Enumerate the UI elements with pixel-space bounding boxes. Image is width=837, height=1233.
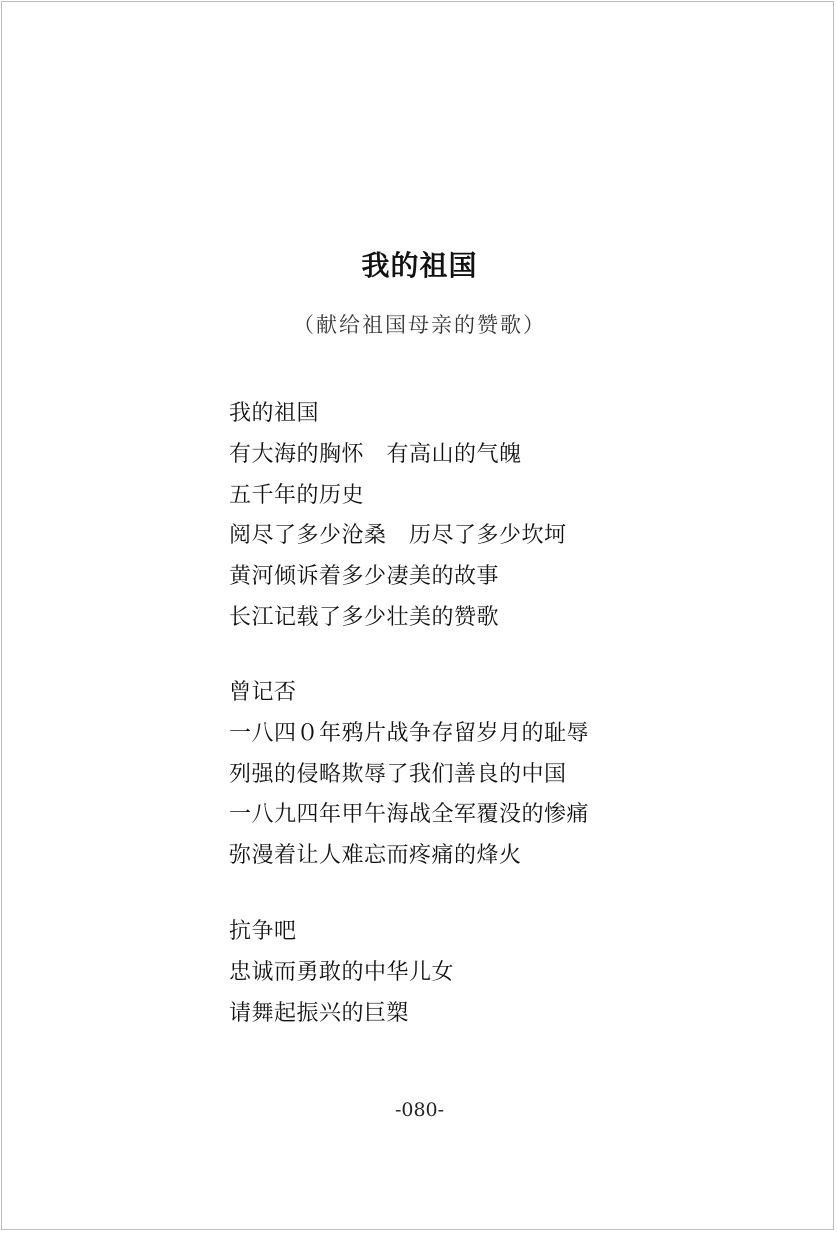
poem-line: 黄河倾诉着多少凄美的故事 — [229, 564, 500, 590]
poem-line: 阅尽了多少沧桑 历尽了多少坎坷 — [229, 523, 567, 549]
stanza-2 — [229, 673, 789, 877]
poem-line: 一八四０年鸦片战争存留岁月的耻辱 — [229, 720, 590, 746]
poem-line: 忠诚而勇敢的中华儿女 — [229, 959, 455, 985]
poem-line: 抗争吧 — [229, 919, 297, 944]
page-number: -080- — [394, 1099, 445, 1121]
poem-line: 有大海的胸怀 有高山的气魄 — [229, 441, 522, 467]
poem-line: 列强的侵略欺辱了我们善良的中国 — [229, 761, 567, 787]
poem-line: 一八九四年甲午海战全军覆没的惨痛 — [229, 802, 590, 828]
poem-line: 请舞起振兴的巨槊 — [229, 1000, 410, 1026]
poem-line: 弥漫着让人难忘而疼痛的烽火 — [229, 843, 522, 869]
poem-line: 长江记载了多少壮美的赞歌 — [229, 604, 500, 630]
poem-subtitle: （献给祖国母亲的赞歌） — [293, 313, 546, 337]
stanza-3 — [229, 912, 789, 1034]
document-page — [1, 1, 834, 1230]
poem-line: 五千年的历史 — [229, 482, 365, 508]
poem-line: 我的祖国 — [229, 401, 320, 426]
stanza-1 — [229, 394, 789, 639]
poem-line: 曾记否 — [229, 680, 297, 705]
poem-title: 我的祖国 — [361, 249, 478, 282]
